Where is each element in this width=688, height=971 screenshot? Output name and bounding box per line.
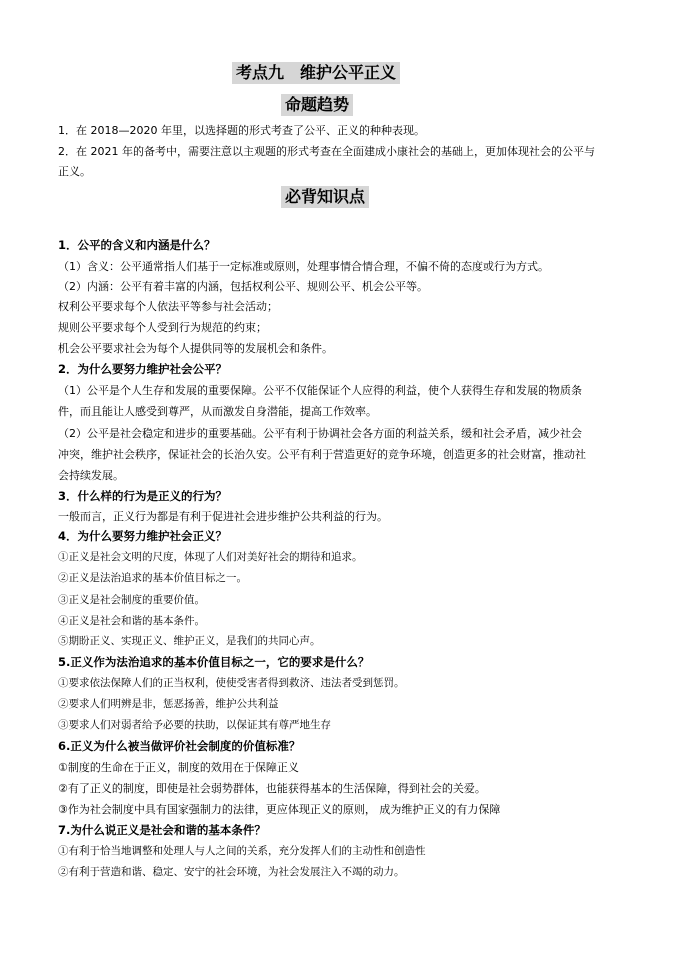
trend-line: 1．在 2018—2020 年里，以选择题的形式考查了公平、正义的种种表现。	[58, 124, 425, 137]
answer-line: ⑤期盼正义、实现正义、维护正义，是我们的共同心声。	[58, 635, 321, 647]
answer-line: ②要求人们明辨是非，惩恶扬善，维护公共利益	[58, 698, 279, 710]
question-heading: 5.正义作为法治追求的基本价值目标之一，它的要求是什么？	[58, 655, 370, 669]
trend-line: 2．在 2021 年的备考中，需要注意以主观题的形式考查在全面建成小康社会的基础上，更加体现社会的公平与	[58, 145, 595, 158]
answer-line: 件，而且能让人感受到尊严，从而激发自身潜能，提高工作效率。	[58, 405, 377, 418]
answer-line: 规则公平要求每个人受到行为规范的约束；	[58, 321, 267, 334]
answer-line: ④正义是社会和谐的基本条件。	[58, 615, 205, 627]
answer-line: ②有利于营造和谐、稳定、安宁的社会环境，为社会发展注入不竭的动力。	[58, 866, 405, 878]
trend-line: 正义。	[58, 165, 91, 178]
question-heading: 1．公平的含义和内涵是什么？	[58, 238, 216, 252]
answer-line: 冲突，维护社会秩序，保证社会的长治久安。公平有利于营造更好的竞争环境，创造更多的社会财富，推动社	[58, 448, 586, 461]
answer-line: （1）含义：公平通常指人们基于一定标准或原则，处理事情合情合理，不偏不倚的态度或行为方式。	[58, 260, 549, 273]
section-title-knowledge: 必背知识点	[281, 186, 369, 208]
main-title: 考点九 维护公平正义	[232, 62, 400, 84]
answer-line: 机会公平要求社会为每个人提供同等的发展机会和条件。	[58, 342, 333, 355]
answer-line: ③正义是社会制度的重要价值。	[58, 594, 205, 606]
question-heading: 6.正义为什么被当做评价社会制度的价值标准？	[58, 739, 301, 753]
question-heading: 4．为什么要努力维护社会正义？	[58, 529, 227, 543]
question-heading: 7.为什么说正义是社会和谐的基本条件？	[58, 823, 266, 837]
answer-line: ②正义是法治追求的基本价值目标之一。	[58, 572, 247, 584]
answer-line: 会持续发展。	[58, 469, 124, 482]
section-title-trend: 命题趋势	[281, 94, 353, 116]
question-heading: 2．为什么要努力维护社会公平？	[58, 362, 227, 376]
answer-line: ①有利于恰当地调整和处理人与人之间的关系，充分发挥人们的主动性和创造性	[58, 845, 426, 857]
answer-line: ①要求依法保障人们的正当权利，使使受害者得到救济、违法者受到惩罚。	[58, 677, 405, 689]
answer-line: ③作为社会制度中具有国家强制力的法律，更应体现正义的原则， 成为维护正义的有力保障	[58, 803, 501, 816]
question-heading: 3．什么样的行为是正义的行为？	[58, 489, 227, 503]
answer-line: （2）内涵：公平有着丰富的内涵，包括权利公平、规则公平、机会公平等。	[58, 280, 428, 293]
answer-line: ①正义是社会文明的尺度，体现了人们对美好社会的期待和追求。	[58, 551, 363, 563]
answer-line: 权利公平要求每个人依法平等参与社会活动；	[58, 300, 278, 313]
answer-line: ③要求人们对弱者给予必要的扶助，以保证其有尊严地生存	[58, 719, 331, 731]
answer-line: 一般而言，正义行为都是有利于促进社会进步维护公共利益的行为。	[58, 510, 388, 523]
answer-line: （1）公平是个人生存和发展的重要保障。公平不仅能保证个人应得的利益，使个人获得生存和发展的物质条	[58, 384, 582, 397]
answer-line: ①制度的生命在于正义，制度的效用在于保障正义	[58, 761, 299, 774]
answer-line: ②有了正义的制度，即使是社会弱势群体，也能获得基本的生活保障，得到社会的关爱。	[58, 782, 486, 795]
answer-line: （2）公平是社会稳定和进步的重要基础。公平有利于协调社会各方面的利益关系，缓和社会矛盾，减少社会	[58, 427, 582, 440]
